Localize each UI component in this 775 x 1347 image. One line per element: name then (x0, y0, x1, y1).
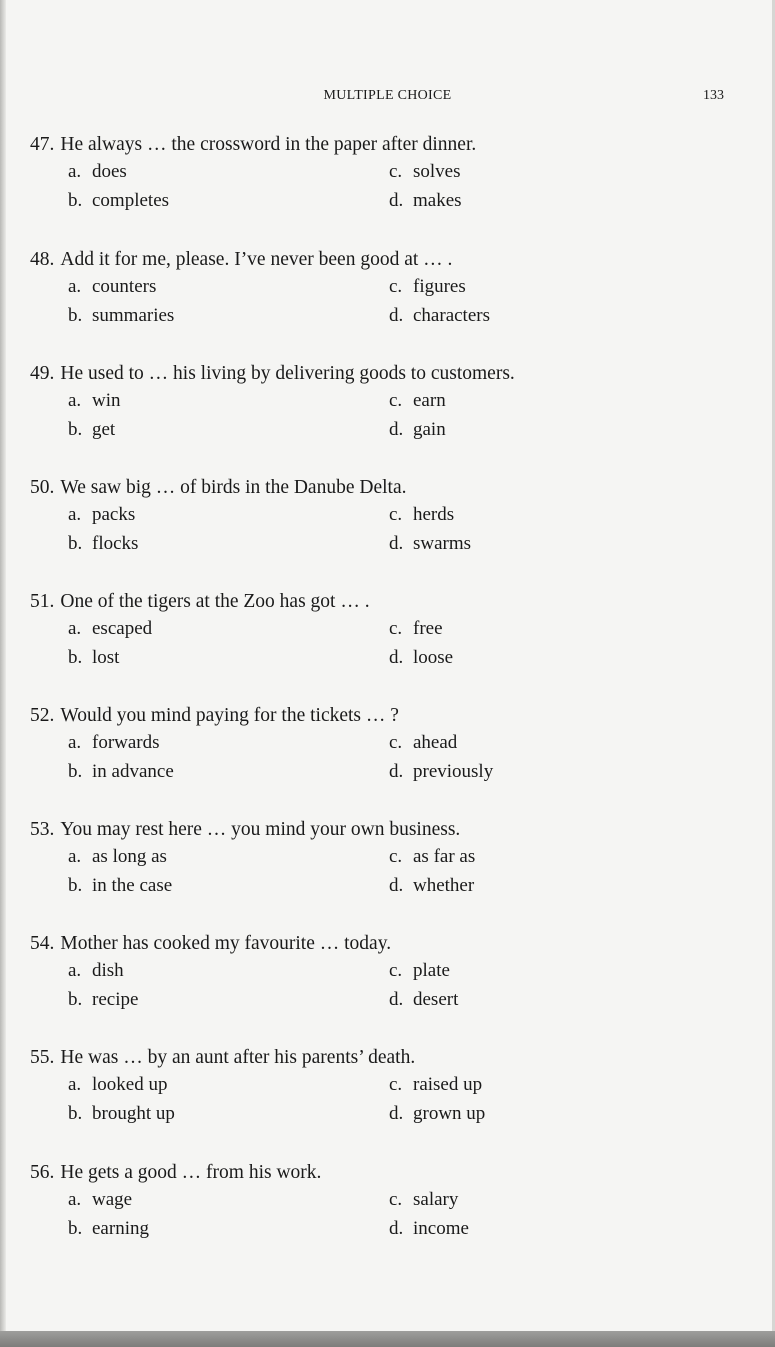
option-c: c. free (389, 618, 443, 639)
question-number: 47. (30, 134, 55, 155)
question-stem (30, 819, 460, 841)
question-number: 50. (30, 477, 55, 498)
question-stem (30, 134, 476, 156)
option-text: recipe (92, 989, 139, 1010)
option-text: brought up (92, 1103, 175, 1124)
option-b: b. lost (68, 647, 120, 668)
question-number: 48. (30, 249, 55, 270)
option-d: d. desert (389, 989, 459, 1010)
option-text: income (413, 1218, 469, 1239)
option-text: desert (413, 989, 459, 1010)
question-stem (30, 705, 399, 727)
option-text: dish (92, 960, 124, 981)
option-text: free (413, 618, 443, 639)
question-number: 54. (30, 933, 55, 954)
running-head: MULTIPLE CHOICE (323, 88, 452, 103)
page-binding-shadow (0, 0, 6, 1347)
option-text: win (92, 390, 121, 411)
option-d: d. makes (389, 190, 462, 211)
question-number: 55. (30, 1047, 55, 1068)
question-stem (30, 249, 452, 271)
option-text: does (92, 161, 127, 182)
option-text: grown up (413, 1103, 486, 1124)
option-text: loose (413, 647, 454, 668)
option-text: counters (92, 276, 157, 297)
question-text: Would you mind paying for the tickets … ? (60, 705, 399, 726)
question-text: He gets a good … from his work. (60, 1162, 322, 1183)
question-stem (30, 1162, 321, 1184)
scanner-bottom-edge (0, 1331, 775, 1347)
option-c: c. salary (389, 1189, 459, 1210)
option-text: as far as (413, 846, 476, 867)
option-text: escaped (92, 618, 153, 639)
option-d: d. characters (389, 305, 490, 326)
option-text: previously (413, 761, 494, 782)
page-number: 133 (703, 88, 724, 103)
option-c: c. as far as (389, 846, 476, 867)
option-text: in the case (92, 875, 173, 896)
option-c: c. earn (389, 390, 446, 411)
option-d: d. gain (389, 419, 446, 440)
option-text: figures (413, 276, 466, 297)
option-b: b. brought up (68, 1103, 175, 1124)
question-text: We saw big … of birds in the Danube Delta. (60, 477, 407, 498)
option-d: d. grown up (389, 1103, 486, 1124)
question-text: He used to … his living by delivering goods to customers. (60, 363, 515, 384)
option-text: plate (413, 960, 450, 981)
option-text: ahead (413, 732, 458, 753)
option-text: summaries (92, 305, 175, 326)
option-a: a. as long as (68, 846, 167, 867)
option-text: characters (413, 305, 490, 326)
option-c: c. figures (389, 276, 466, 297)
question-number: 49. (30, 363, 55, 384)
option-c: c. ahead (389, 732, 458, 753)
option-a: a. looked up (68, 1074, 168, 1095)
option-text: completes (92, 190, 170, 211)
option-c: c. raised up (389, 1074, 483, 1095)
question-text: He always … the crossword in the paper after dinner. (60, 134, 477, 155)
option-text: raised up (413, 1074, 483, 1095)
option-a: a. forwards (68, 732, 160, 753)
option-d: d. loose (389, 647, 454, 668)
option-b: b. in the case (68, 875, 173, 896)
option-text: herds (413, 504, 455, 525)
option-text: makes (413, 190, 462, 211)
option-a: a. does (68, 161, 127, 182)
option-text: packs (92, 504, 136, 525)
question-stem (30, 933, 391, 955)
question-number: 53. (30, 819, 55, 840)
question-text: Add it for me, please. I’ve never been good at … . (60, 249, 453, 270)
option-a: a. dish (68, 960, 124, 981)
option-text: lost (92, 647, 120, 668)
question-stem (30, 591, 370, 613)
option-a: a. win (68, 390, 121, 411)
question-stem (30, 1047, 415, 1069)
option-c: c. herds (389, 504, 455, 525)
option-text: gain (413, 419, 446, 440)
option-c: c. plate (389, 960, 450, 981)
option-text: swarms (413, 533, 472, 554)
option-c: c. solves (389, 161, 461, 182)
option-text: in advance (92, 761, 174, 782)
option-b: b. flocks (68, 533, 139, 554)
question-text: He was … by an aunt after his parents’ death. (60, 1047, 416, 1068)
question-text: Mother has cooked my favourite … today. (60, 933, 392, 954)
option-text: solves (413, 161, 461, 182)
question-number: 56. (30, 1162, 55, 1183)
option-text: forwards (92, 732, 160, 753)
option-d: d. swarms (389, 533, 472, 554)
option-d: d. whether (389, 875, 475, 896)
option-text: looked up (92, 1074, 168, 1095)
option-b: b. recipe (68, 989, 139, 1010)
option-b: b. completes (68, 190, 170, 211)
option-text: flocks (92, 533, 139, 554)
question-number: 52. (30, 705, 55, 726)
option-b: b. in advance (68, 761, 174, 782)
option-text: earning (92, 1218, 149, 1239)
option-a: a. escaped (68, 618, 153, 639)
option-d: d. income (389, 1218, 469, 1239)
question-text: You may rest here … you mind your own business. (60, 819, 461, 840)
option-text: earn (413, 390, 446, 411)
option-d: d. previously (389, 761, 494, 782)
option-b: b. get (68, 419, 116, 440)
option-text: whether (413, 875, 475, 896)
question-number: 51. (30, 591, 55, 612)
option-a: a. packs (68, 504, 136, 525)
option-text: salary (413, 1189, 459, 1210)
option-text: get (92, 419, 116, 440)
option-text: wage (92, 1189, 133, 1210)
question-text: One of the tigers at the Zoo has got … . (60, 591, 370, 612)
question-stem (30, 477, 406, 499)
option-b: b. earning (68, 1218, 149, 1239)
option-a: a. wage (68, 1189, 133, 1210)
option-text: as long as (92, 846, 167, 867)
question-stem (30, 363, 515, 385)
option-b: b. summaries (68, 305, 175, 326)
option-a: a. counters (68, 276, 157, 297)
